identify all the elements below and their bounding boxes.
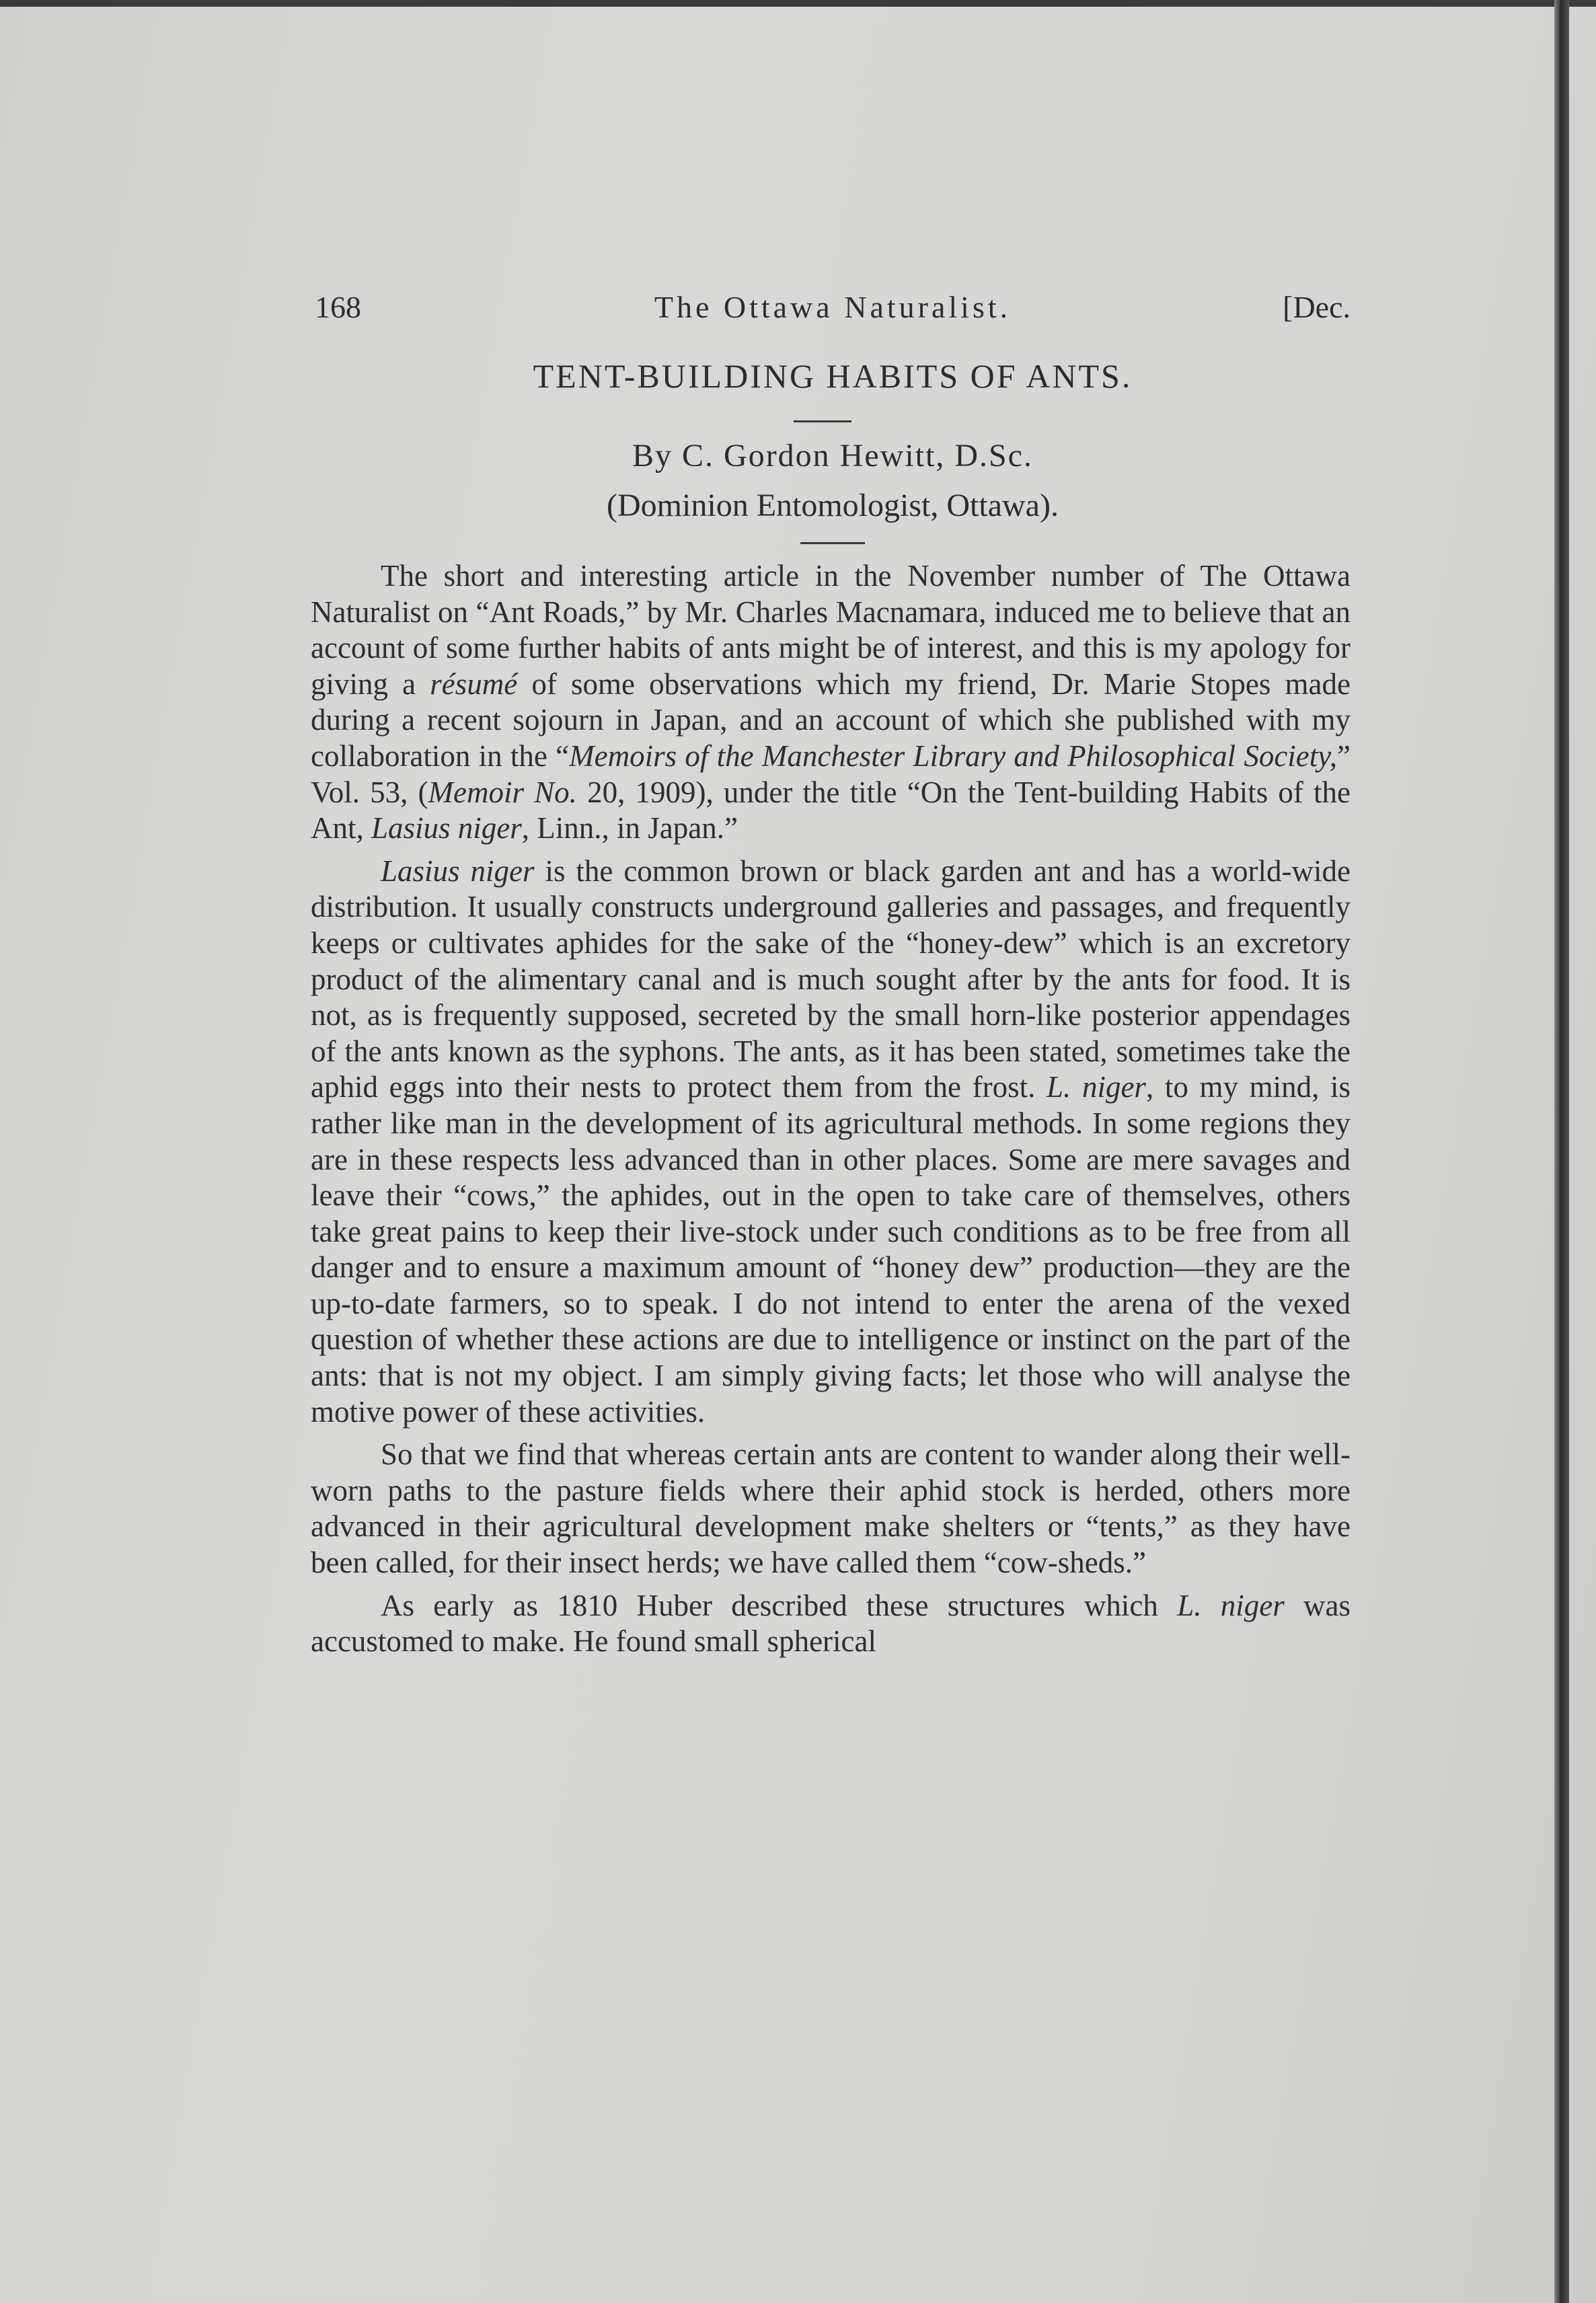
species-name: Lasius niger [381,854,535,888]
byline-rule [800,542,865,544]
species-abbrev: L. niger [1177,1588,1285,1622]
article-body [311,558,1351,1667]
paragraph-1: The short and interesting article in the November number of The Ottawa Naturalist on “Ant Roads,” by Mr. Charles Macnamara, induced me to believe that an account of some further habits of ants might be of interest, and this is my apology for giving a résumé of some observations which my friend, Dr. Marie Stopes made during a recent sojourn in Japan, and an account of which she published with my collaboration in the “Memoirs of the Manchester Library and Philosophical Society,” Vol. 53, (Memoir No. 20, 1909), under the title “On the Tent-building Habits of the Ant, Lasius niger, Linn., in Japan.” [311,559,1351,845]
page-top-edge [0,0,1596,7]
author-byline: By C. Gordon Hewitt, D.Sc. [632,438,1033,474]
title-rule [794,420,851,422]
article-title: TENT-BUILDING HABITS OF ANTS. [533,357,1133,395]
page-binding-edge [1554,0,1569,2303]
journal-reference: The Ottawa Naturalist [311,559,1351,629]
paragraph-4: As early as 1810 Huber described these structures which L. niger was accustomed to make. He found small spherical [311,1588,1351,1659]
paragraph-3: So that we find that whereas certain ants are content to wander along their well-worn paths to the pasture fields where their aphid stock is herded, others more advanced in their agricultural development make shelters or “tents,” as they have been called, for their insect herds; we have called them “cow-sheds.” [311,1437,1351,1580]
author-affiliation: (Dominion Entomologist, Ottawa). [607,488,1059,523]
page-number: 168 [315,290,361,324]
issue-month: [Dec. [1283,290,1351,324]
memoirs-title: Memoirs of the Manchester Library and Philosophical Society, [569,739,1338,773]
species-name: Lasius niger [371,811,522,845]
paragraph-2: Lasius niger is the common brown or black garden ant and has a world-wide distribution. It usually constructs underground galleries and passages, and frequently keeps or cultivates aphides for the sake of the “honey-dew” which is an excretory product of the alimentary canal and is much sought after by the ants for food. It is not, as is frequently supposed, secreted by the small horn-like posterior appendages of the ants known as the syphons. The ants, as it has been stated, sometimes take the aphid eggs into their nests to protect them from the frost. L. niger, to my mind, is rather like man in the development of its agricultural methods. In some regions they are in these respects less advanced than in other places. Some are mere savages and leave their “cows,” the aphides, out in the open to take care of themselves, others take great pains to keep their live-stock under such conditions as to be free from all danger and to ensure a maximum amount of “honey dew” production—they are the up-to-date farmers, so to speak. I do not intend to enter the arena of the vexed question of whether these actions are due to intelligence or instinct on the part of the ants: that is not my object. I am simply giving facts; let those who will analyse the motive power of these activities. [311,854,1351,1429]
journal-title: The Ottawa Naturalist. [654,290,1012,324]
running-head [315,289,1351,330]
species-abbrev: L. niger [1047,1070,1146,1104]
